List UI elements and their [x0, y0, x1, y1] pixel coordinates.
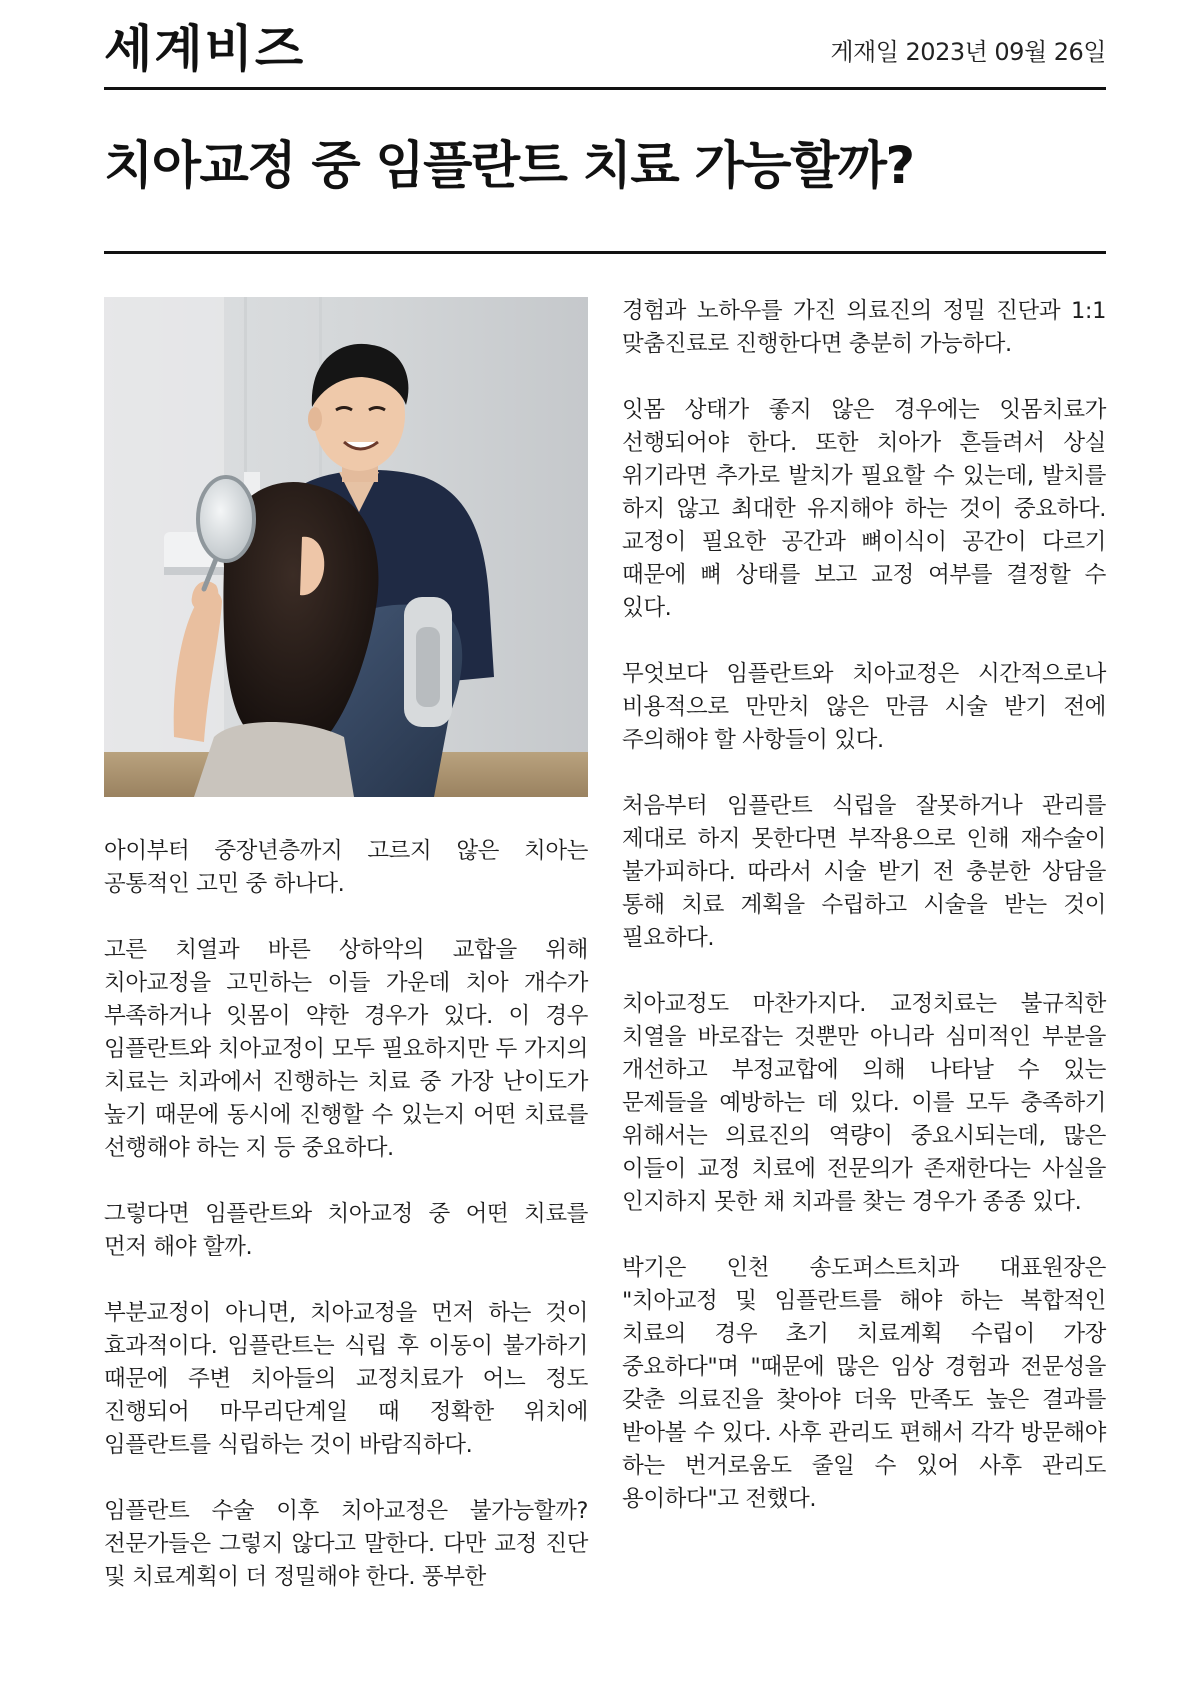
headline-divider [104, 251, 1106, 254]
article-column-left [104, 297, 588, 1627]
top-divider [104, 87, 1106, 90]
article-photo [104, 297, 588, 797]
article-paragraph: 잇몸 상태가 좋지 않은 경우에는 잇몸치료가 선행되어야 한다. 또한 치아가 흔들려서 상실 위기라면 추가로 발치가 필요할 수 있는데, 발치를 하지 않고 최대한 유지해야 하는 것이 중요하다. 교정이 필요한 공간과 뼈이식이 공간이 다르기 때문에 뼈 상태를 보고 교정 여부를 결정할 수 있다. [622, 397, 1106, 621]
article-paragraph: 부분교정이 아니면, 치아교정을 먼저 하는 것이 효과적이다. 임플란트는 식립 후 이동이 불가하기 때문에 주변 치아들의 교정치료가 어느 정도 진행되어 마무리단계일 때 정확한 위치에 임플란트를 식립하는 것이 바람직하다. [104, 1300, 588, 1458]
newspaper-logo: 세계비즈 [104, 19, 306, 78]
article-paragraph: 경험과 노하우를 가진 의료진의 정밀 진단과 1:1 맞춤진료로 진행한다면 충분히 가능하다. [622, 298, 1106, 357]
newspaper-page [104, 0, 1106, 1697]
article-headline: 치아교정 중 임플란트 치료 가능할까? [104, 137, 914, 196]
article-paragraph: 아이부터 중장년층까지 고르지 않은 치아는 공통적인 고민 중 하나다. [104, 838, 588, 897]
article-column-right [622, 295, 1106, 1549]
article-paragraph: 박기은 인천 송도퍼스트치과 대표원장은 "치아교정 및 임플란트를 해야 하는 복합적인 치료의 경우 초기 치료계획 수립이 가장 중요하다"며 "때문에 많은 임상 경험과 전문성을 갖춘 의료진을 찾아야 더욱 만족도 높은 결과를 받아볼 수 있다. 사후 관리도 편해서 각각 방문해야 하는 번거로움도 줄일 수 있어 사후 관리도 용이하다"고 전했다. [622, 1255, 1106, 1512]
article-paragraph: 처음부터 임플란트 식립을 잘못하거나 관리를 제대로 하지 못한다면 부작용으로 인해 재수술이 불가피하다. 따라서 시술 받기 전 충분한 상담을 통해 치료 계획을 수립하고 시술을 받는 것이 필요하다. [622, 793, 1106, 951]
article-paragraph: 그렇다면 임플란트와 치아교정 중 어떤 치료를 먼저 해야 할까. [104, 1201, 588, 1260]
article-paragraph: 무엇보다 임플란트와 치아교정은 시간적으로나 비용적으로 만만치 않은 만큼 시술 받기 전에 주의해야 할 사항들이 있다. [622, 661, 1106, 753]
article-paragraph: 고른 치열과 바른 상하악의 교합을 위해 치아교정을 고민하는 이들 가운데 치아 개수가 부족하거나 잇몸이 약한 경우가 있다. 이 경우 임플란트와 치아교정이 모두 필요하지만 두 가지의 치료는 치과에서 진행하는 치료 중 가장 난이도가 높기 때문에 동시에 진행할 수 있는지 어떤 치료를 선행해야 하는 지 등 중요하다. [104, 937, 588, 1161]
article-paragraph: 임플란트 수술 이후 치아교정은 불가능할까? 전문가들은 그렇지 않다고 말한다. 다만 교정 진단 및 치료계획이 더 정밀해야 한다. 풍부한 [104, 1498, 588, 1590]
masthead [104, 14, 1106, 84]
publication-date: 게재일 2023년 09월 26일 [830, 38, 1106, 66]
article-paragraph: 치아교정도 마찬가지다. 교정치료는 불규칙한 치열을 바로잡는 것뿐만 아니라 심미적인 부분을 개선하고 부정교합에 의해 나타날 수 있는 문제들을 예방하는 데 있다. 이를 모두 충족하기 위해서는 의료진의 역량이 중요시되는데, 많은 이들이 교정 치료에 전문의가 존재한다는 사실을 인지하지 못한 채 치과를 찾는 경우가 종종 있다. [622, 991, 1106, 1215]
